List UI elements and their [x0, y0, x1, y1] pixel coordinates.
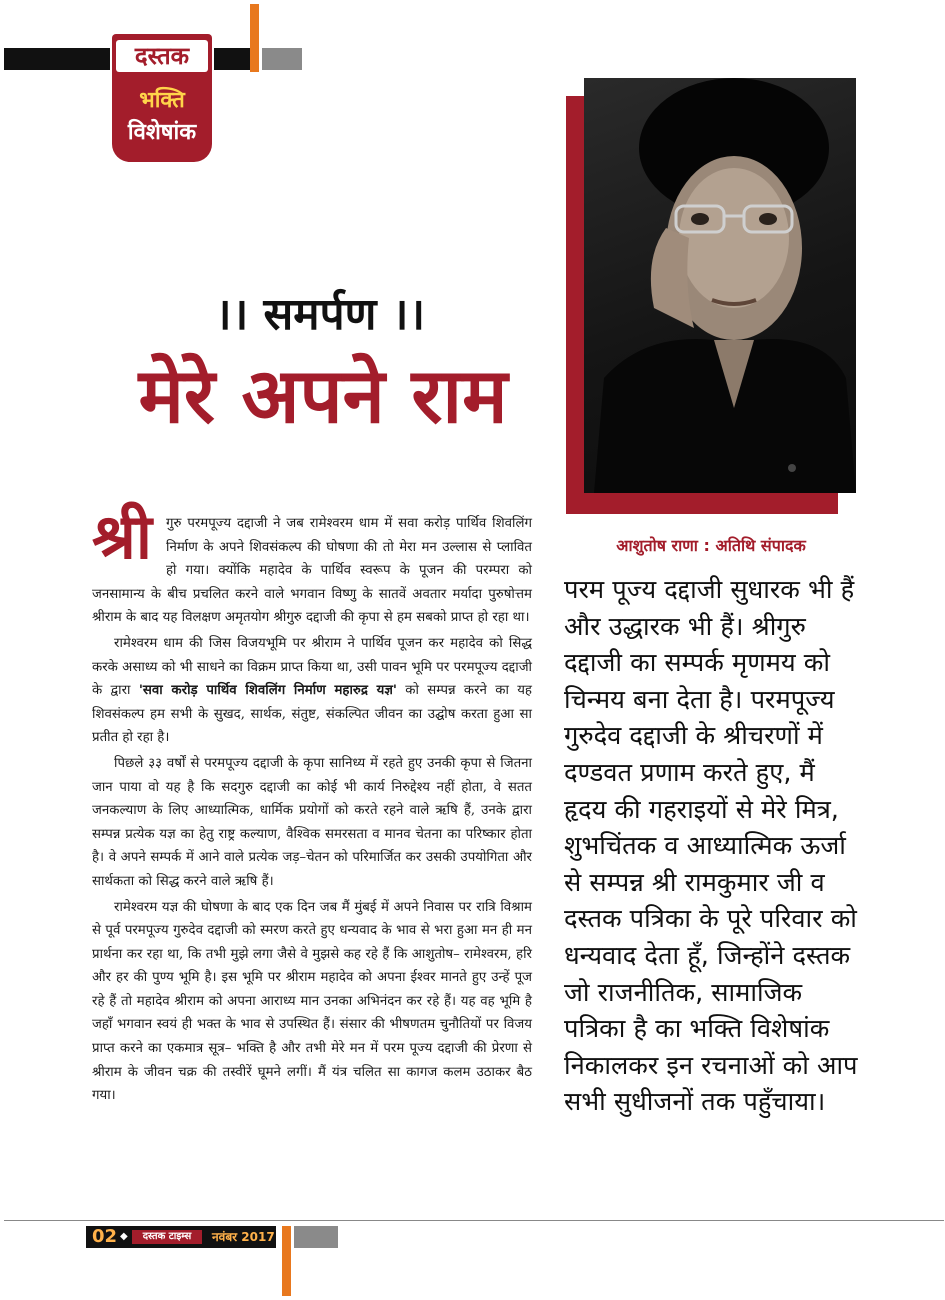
paragraph-2-start: रामेश्वरम धाम की जिस विजयभूमि पर श्रीराम ने पार्थिव पूजन कर महादेव को सिद्ध करके असाध्य को भी साधने का विक्रम प्राप्त किया था, उसी पावन भूमि पर परमपूज्य दद्दाजी के द्वारा	[92, 635, 532, 699]
paragraph-2-end: को सम्पन्न करने का यह शिवसंकल्प हम सभी के सुखद, सार्थक, संतुष्ट, संकल्पित जीवन का उद्घोष करता हुआ सा प्रतीत हो रहा है।	[92, 683, 532, 746]
paragraph-4: रामेश्वरम यज्ञ की घोषणा के बाद एक दिन जब मैं मुंबई में अपने निवास पर रात्रि विश्राम से पूर्व परमपूज्य गुरुदेव दद्दाजी को स्मरण करते हुए धन्यवाद के भाव से भरा हुआ मन ही मन प्रार्थना कर रहा था, कि तभी मुझे लगा जैसे वे मुझसे कह रहे हैं कि आशुतोष– रामेश्वरम, हरि और हर की पुण्य भूमि है। इस भूमि पर श्रीराम महादेव को अपना ईश्वर मानते हुए उन्हें पूज रहे हैं तो महादेव श्रीराम को अपना आराध्य मान उनका अभिनंदन कर रहे हैं। यह वह भूमि है जहाँ भगवान स्वयं ही भक्त के भाव से उपस्थित हैं। संसार की भीषणतम चुनौतियों पर विजय प्राप्त करने का एकमात्र सूत्र– भक्ति है और तभी मेरे मन में परम पूज्य दद्दाजी की प्रेरणा से श्रीराम के जीवन चक्र की तस्वीरें घूमने लगीं। मैं यंत्र चलित सा कागज कलम उठाकर बैठ गया।	[92, 899, 532, 1104]
brand-logo-text: दस्तक	[134, 42, 190, 70]
article-title: मेरे अपने राम	[138, 351, 508, 440]
pull-quote: परम पूज्य दद्दाजी सुधारक भी हैं और उद्धारक भी हैं। श्रीगुरु दद्दाजी का सम्पर्क मृणमय को चिन्मय बना देता है। परमपूज्य गुरुदेव दद्दाजी के श्रीचरणों में दण्डवत प्रणाम करते हुए, मैं हृदय की गहराइयों से मेरे मित्र, शुभचिंतक व आध्यात्मिक ऊर्जा से सम्पन्न श्री रामकुमार जी व दस्तक पत्रिका के पूरे परिवार को धन्यवाद देता हूँ, जिन्होंने दस्तक जो राजनीतिक, सामाजिक पत्रिका है का भक्ति विशेषांक निकालकर इन रचनाओं को आप सभी सुधीजनों तक पहुँचाया।	[564, 575, 858, 1118]
portrait-illustration	[584, 78, 856, 493]
footer-bar-orange	[282, 1226, 291, 1296]
issue-date: नवंबर 2017	[212, 1230, 275, 1244]
page-number: 02	[92, 1226, 118, 1247]
paragraph-3: पिछले ३३ वर्षों से परमपूज्य दद्दाजी के कृपा सानिध्य में रहते हुए उनकी कृपा से जितना जान पाया वो यह है कि सदगुरु दद्दाजी का कोई भी कार्य निरुद्देश्य नहीं होता, वे सतत जनकल्याण के लिए आध्यात्मिक, धार्मिक प्रयोगों को करते रहने वाले ऋषि हैं, उनके द्वारा सम्पन्न प्रत्येक यज्ञ का हेतु राष्ट्र कल्याण, वैश्विक समरसता व मानव चेतना का परिष्कार होता है। वे अपने सम्पर्क में आने वाले प्रत्येक जड़–चेतन को परिमार्जित कर उसकी उपयोगिता और सार्थकता को सिद्ध करने वाले ऋषि हैं।	[92, 755, 532, 889]
header-bar-orange	[250, 4, 259, 72]
drop-cap: श्री	[92, 500, 152, 573]
badge-line-2: विशेषांक	[127, 120, 197, 145]
header-bar-grey	[262, 48, 302, 70]
article-kicker: ।। समर्पण ।।	[214, 289, 426, 340]
author-photo	[584, 78, 856, 493]
footer-rule	[4, 1220, 944, 1221]
paragraph-2	[92, 632, 532, 750]
highlight-yajna: 'सवा करोड़ पार्थिव शिवलिंग निर्माण महारुद्र यज्ञ'	[138, 683, 397, 699]
badge-line-1: भक्ति	[139, 88, 185, 113]
section-badge	[112, 34, 212, 162]
article-body	[92, 512, 532, 1110]
footer-diamond-icon: ◆	[120, 1231, 128, 1242]
badge-brand-box	[116, 40, 208, 72]
footer-bar-grey	[294, 1226, 338, 1248]
paragraph-1: गुरु परमपूज्य दद्दाजी ने जब रामेश्वरम धाम में सवा करोड़ पार्थिव शिवलिंग निर्माण के अपने शिवसंकल्प की घोषणा की तो मेरा मन उल्लास से प्लावित हो गया। क्योंकि महादेव के पार्थिव स्वरूप के पूजन की परम्परा को जनसामान्य के बीच प्रचलित करने वाले भगवान विष्णु के सातवें अवतार मर्यादा पुरुषोत्तम श्रीराम के बाद यह विलक्षण अमृतयोग श्रीगुरु दद्दाजी की कृपा से हम सबको प्राप्त हो रहा था।	[92, 516, 532, 626]
footer-brand-logo: दस्तक टाइम्स	[132, 1230, 202, 1244]
photo-caption: आशुतोष राणा : अतिथि संपादक	[616, 536, 806, 555]
